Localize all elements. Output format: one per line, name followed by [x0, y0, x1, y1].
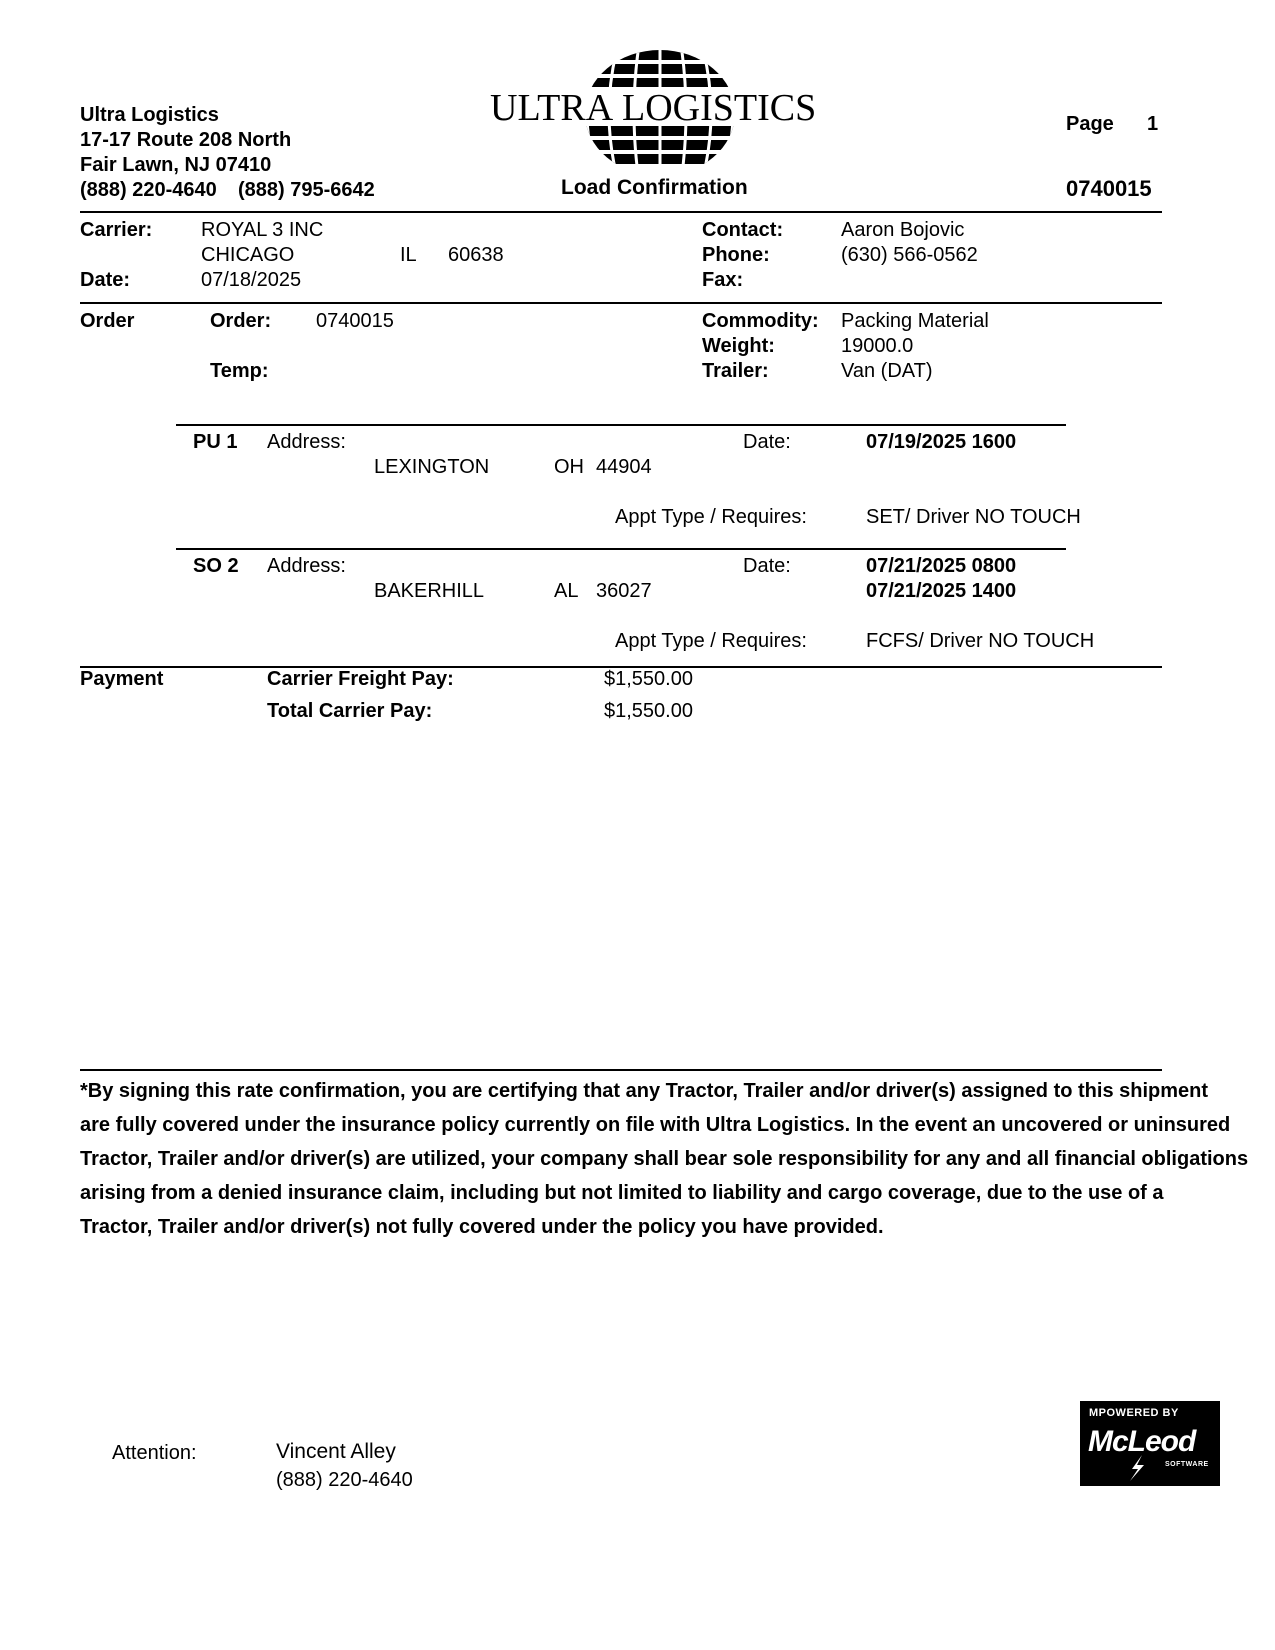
total-pay-label: Total Carrier Pay: — [267, 700, 433, 722]
order-value: 0740015 — [316, 310, 394, 332]
logo-word-logistics: LOGISTICS — [622, 87, 817, 129]
phone-value: (630) 566-0562 — [841, 244, 978, 266]
carrier-state: IL — [400, 244, 417, 266]
order-section-label: Order — [80, 310, 135, 332]
stop-1-divider — [176, 424, 1066, 426]
date-value: 07/18/2025 — [201, 269, 302, 291]
weight-value: 19000.0 — [841, 335, 914, 357]
company-name: Ultra Logistics — [80, 104, 219, 126]
disclaimer — [80, 1074, 1260, 1244]
company-phone-2: (888) 795-6642 — [238, 179, 375, 201]
commodity-label: Commodity: — [702, 310, 819, 332]
attention-label: Attention: — [112, 1442, 197, 1464]
ultra-logistics-logo — [490, 38, 830, 188]
carrier-zip: 60638 — [448, 244, 504, 266]
disclaimer-divider — [80, 1069, 1162, 1071]
stop-2-address-label: Address: — [267, 555, 346, 577]
lightning-icon — [1122, 1453, 1152, 1483]
stop-2-date-start: 07/21/2025 0800 — [866, 555, 1017, 577]
freight-pay-value: $1,550.00 — [604, 668, 693, 690]
stop-2-appt-label: Appt Type / Requires: — [615, 630, 807, 652]
temp-label: Temp: — [210, 360, 269, 382]
commodity-value: Packing Material — [841, 310, 989, 332]
mcleod-badge — [1080, 1401, 1220, 1486]
company-phone-1: (888) 220-4640 — [80, 179, 217, 201]
disclaimer-line: Tractor, Trailer and/or driver(s) not fully covered under the policy you have provided. — [80, 1216, 884, 1238]
logo-word-ultra: ULTRA — [490, 87, 614, 129]
stop-1-date-label: Date: — [743, 431, 791, 453]
contact-label: Contact: — [702, 219, 784, 241]
stop-2-state: AL — [554, 580, 579, 602]
document-title: Load Confirmation — [561, 176, 748, 199]
stop-1-state: OH — [554, 456, 584, 478]
stop-1-date: 07/19/2025 1600 — [866, 431, 1017, 453]
stop-2-city: BAKERHILL — [374, 580, 485, 602]
carrier-divider — [80, 302, 1162, 304]
phone-label: Phone: — [702, 244, 770, 266]
payment-section-label: Payment — [80, 668, 164, 690]
carrier-name: ROYAL 3 INC — [201, 219, 324, 241]
company-address-line1: 17-17 Route 208 North — [80, 129, 292, 151]
badge-line3: SOFTWARE — [1165, 1461, 1209, 1468]
order-label: Order: — [210, 310, 272, 332]
fax-label: Fax: — [702, 269, 744, 291]
stop-1-appt: SET/ Driver NO TOUCH — [866, 506, 1081, 528]
weight-label: Weight: — [702, 335, 775, 357]
stop-1-appt-label: Appt Type / Requires: — [615, 506, 807, 528]
stop-1-code: PU 1 — [193, 431, 238, 453]
disclaimer-line: arising from a denied insurance claim, including but not limited to liability and cargo coverage, due to the use of a — [80, 1182, 1164, 1204]
stop-2-appt: FCFS/ Driver NO TOUCH — [866, 630, 1095, 652]
trailer-value: Van (DAT) — [841, 360, 933, 382]
freight-pay-label: Carrier Freight Pay: — [267, 668, 454, 690]
stop-2-zip: 36027 — [596, 580, 652, 602]
header-divider — [80, 211, 1162, 213]
carrier-city: CHICAGO — [201, 244, 295, 266]
page-number: 1 — [1147, 113, 1159, 135]
stop-1-city: LEXINGTON — [374, 456, 490, 478]
carrier-label: Carrier: — [80, 219, 153, 241]
total-pay-value: $1,550.00 — [604, 700, 693, 722]
badge-line2: McLeod — [1088, 1425, 1196, 1458]
disclaimer-line: are fully covered under the insurance policy currently on file with Ultra Logistics. In the event an uncovered or uninsured — [80, 1114, 1231, 1136]
date-label: Date: — [80, 269, 131, 291]
company-address-line2: Fair Lawn, NJ 07410 — [80, 154, 272, 176]
attention-name: Vincent Alley — [276, 1440, 396, 1463]
attention-phone: (888) 220-4640 — [276, 1469, 413, 1491]
order-number: 0740015 — [1066, 176, 1152, 201]
trailer-label: Trailer: — [702, 360, 769, 382]
stop-2-date-label: Date: — [743, 555, 791, 577]
contact-value: Aaron Bojovic — [841, 219, 965, 241]
stop-2-divider — [176, 548, 1066, 550]
badge-line1: MPOWERED BY — [1089, 1407, 1179, 1419]
page-label: Page — [1066, 113, 1114, 135]
stop-1-address-label: Address: — [267, 431, 346, 453]
disclaimer-line: *By signing this rate confirmation, you are certifying that any Tractor, Trailer and/or driver(s) assigned to this shipment — [80, 1080, 1209, 1102]
disclaimer-line: Tractor, Trailer and/or driver(s) are utilized, your company shall bear sole responsibility for any and all financial obligations — [80, 1148, 1249, 1170]
stop-2-date-end: 07/21/2025 1400 — [866, 580, 1017, 602]
stop-2-code: SO 2 — [193, 555, 239, 577]
stop-1-zip: 44904 — [596, 456, 652, 478]
